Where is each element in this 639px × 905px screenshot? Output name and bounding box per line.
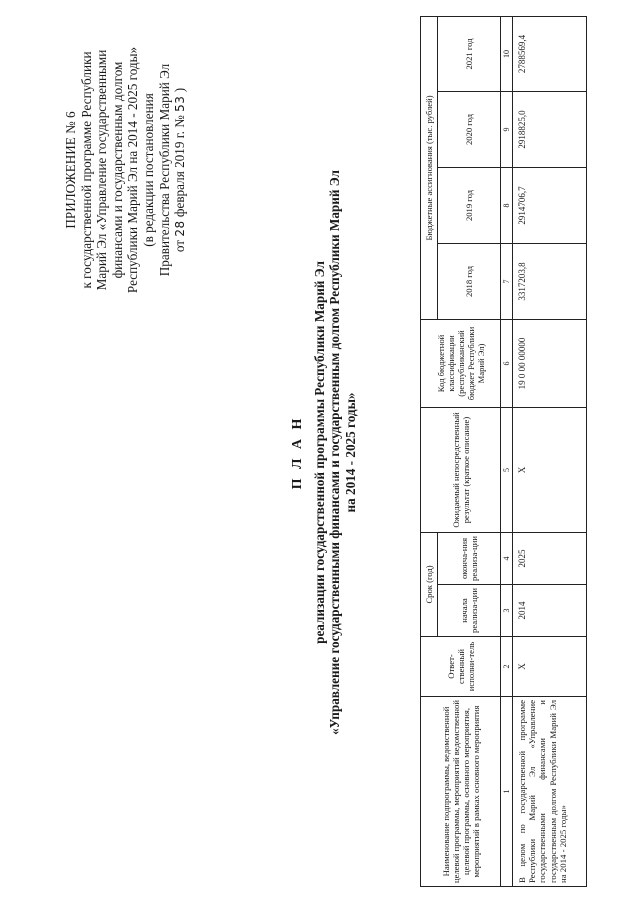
column-number: 6 [501, 319, 513, 407]
plan-title-line: реализации государственной программы Республики Марий Эл [311, 261, 327, 644]
row-amount-2020: 2918825,0 [513, 91, 587, 167]
row-start-year: 2014 [513, 585, 587, 637]
header-name-col: Наименование подпрограммы, ведомственной целевой программы, мероприятий ведомственной целевой программы, основного мероприятия, мероприятий в рамках основного мероприятия [421, 697, 501, 887]
column-number: 7 [501, 243, 513, 319]
header-code-col: Код бюджетной классификации (республиканский бюджет Республики Марий Эл) [421, 319, 501, 407]
column-number: 8 [501, 167, 513, 243]
date-day: 28 [173, 220, 188, 237]
row-executor: Х [513, 637, 587, 697]
header-result-col: Ожидаемый непосредственный результат (краткое описание) [421, 407, 501, 532]
row-amount-2019: 2914706,7 [513, 167, 587, 243]
table-row [513, 16, 587, 886]
row-end-year: 2025 [513, 532, 587, 584]
appendix-title: ПРИЛОЖЕНИЕ № 6 [63, 111, 78, 229]
table-number-row [501, 16, 513, 886]
appendix-header [63, 20, 189, 320]
header-year-2018: 2018 год [438, 243, 501, 319]
column-number: 10 [501, 16, 513, 91]
date-suffix: ) [172, 87, 188, 93]
column-number: 3 [501, 585, 513, 637]
appendix-line: к государственной программе Республики [78, 51, 94, 289]
appendix-date-line [172, 20, 189, 320]
header-start-col: начала реализа-ции [438, 585, 501, 637]
row-result: Х [513, 407, 587, 532]
header-year-2021: 2021 год [438, 16, 501, 91]
table-header-row [421, 16, 438, 886]
appendix-line: Марий Эл «Управление государственными [94, 49, 110, 291]
plan-title-block [290, 50, 358, 855]
row-budget-code: 19 0 00 00000 [513, 319, 587, 407]
column-number: 9 [501, 91, 513, 167]
appendix-line: Республики Марий Эл на 2014 - 2025 годы» [125, 46, 141, 294]
header-executor-col: Ответ-ственный исполни-тель [421, 637, 501, 697]
row-program-name: В целом по государственной программе Республики Марий Эл «Управление государственными финансами и государственным долгом Республики Марий Эл на 2014 - 2025 годы» [513, 697, 587, 887]
header-year-2019: 2019 год [438, 167, 501, 243]
header-budget-group: Бюджетные ассигнования (тыс. рублей) [421, 16, 438, 319]
plan-title-line: «Управление государственными финансами и государственным долгом Республики Марий Эл [327, 170, 342, 735]
plan-table [420, 16, 587, 887]
column-number: 1 [501, 697, 513, 887]
header-year-2020: 2020 год [438, 91, 501, 167]
header-end-col: оконча-ния реализа-ции [438, 532, 501, 584]
header-term-group: Срок (год) [421, 532, 438, 636]
date-month-year: февраля 2019 г. № [172, 115, 188, 218]
appendix-line: финансами и государственным долгом [109, 61, 125, 279]
column-number: 5 [501, 407, 513, 532]
plan-title-line: на 2014 - 2025 годы» [342, 392, 358, 513]
row-amount-2021: 2788569,4 [513, 16, 587, 91]
plan-word: П Л А Н [290, 415, 305, 490]
appendix-line: (в редакции постановления [140, 93, 156, 247]
appendix-line: Правительства Республики Марий Эл [156, 63, 172, 277]
date-number: 53 [173, 95, 188, 112]
date-prefix: от [172, 239, 188, 253]
row-amount-2018: 3317203,8 [513, 243, 587, 319]
column-number: 2 [501, 637, 513, 697]
column-number: 4 [501, 532, 513, 584]
